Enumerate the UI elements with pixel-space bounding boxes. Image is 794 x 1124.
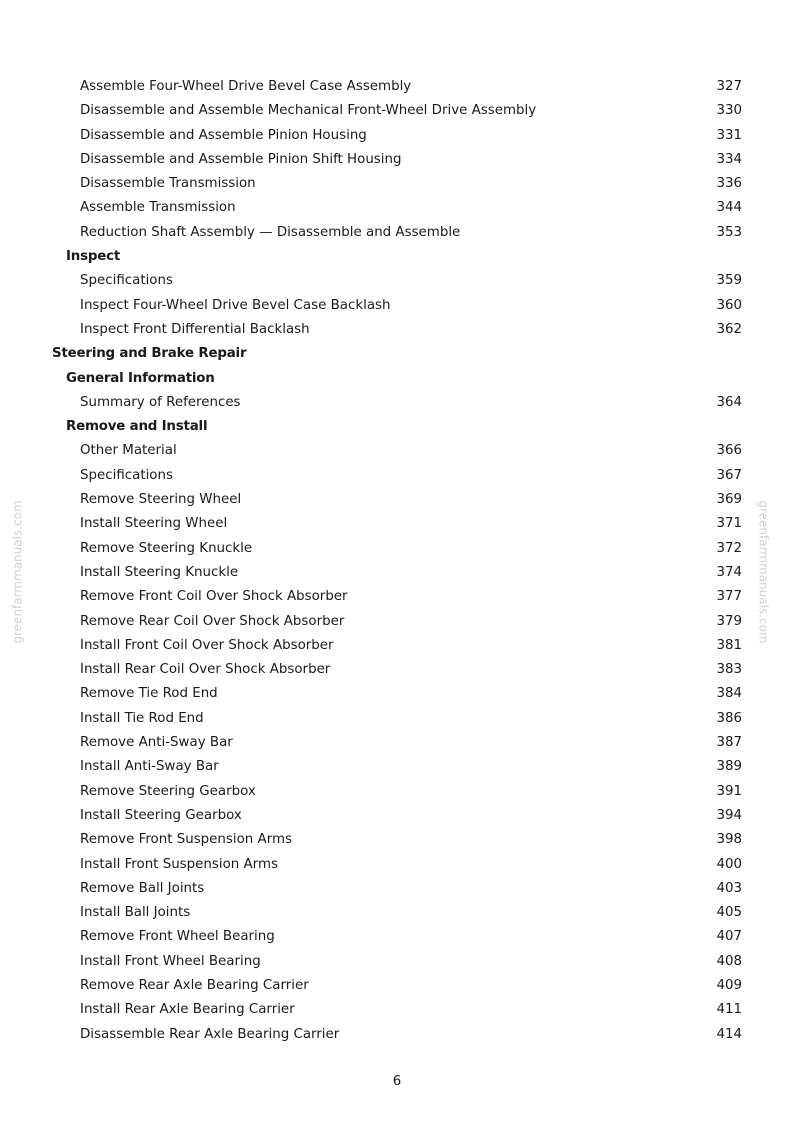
toc-entry-title: Assemble Transmission xyxy=(80,200,236,216)
toc-entry-page: 353 xyxy=(716,224,742,240)
toc-entry-title: Install Front Wheel Bearing xyxy=(80,953,261,969)
toc-entry-title: Remove Front Wheel Bearing xyxy=(80,929,275,945)
toc-entry-page: 414 xyxy=(716,1026,742,1042)
toc-entry-page: 336 xyxy=(716,176,742,192)
toc-entry-title: Remove Tie Rod End xyxy=(80,686,218,702)
toc-entry-page: 359 xyxy=(716,273,742,289)
toc-entry xyxy=(0,561,794,585)
toc-entry-title: Disassemble Transmission xyxy=(80,176,256,192)
toc-entry-title: Specifications xyxy=(80,467,173,483)
toc-entry xyxy=(0,439,794,463)
toc-entry-title: Install Steering Knuckle xyxy=(80,564,239,580)
toc-section-heading xyxy=(0,342,794,366)
toc-entry xyxy=(0,634,794,658)
toc-entry-page: 334 xyxy=(716,151,742,167)
toc-entry-page: 407 xyxy=(716,929,742,945)
toc-entry-title: Install Steering Gearbox xyxy=(80,807,242,823)
toc-entry-title: Summary of References xyxy=(80,394,241,410)
watermark-left: greenfarmmanuals.com xyxy=(10,500,25,644)
toc-entry-title: Other Material xyxy=(80,443,177,459)
toc-entry-title: Inspect Front Differential Backlash xyxy=(80,321,310,337)
toc-entry-page: 400 xyxy=(716,856,742,872)
toc-entry xyxy=(0,853,794,877)
toc-entry-title: Inspect xyxy=(66,249,121,265)
toc-entry-title: Remove Anti-Sway Bar xyxy=(80,735,233,751)
toc-entry xyxy=(0,464,794,488)
toc-entry-title: Remove Steering Wheel xyxy=(80,492,242,508)
toc-entry-page: 369 xyxy=(716,492,742,508)
toc-entry-title: Steering and Brake Repair xyxy=(52,346,247,362)
toc-entry xyxy=(0,221,794,245)
toc-entry xyxy=(0,75,794,99)
toc-entry-page: 403 xyxy=(716,880,742,896)
toc-entry xyxy=(0,707,794,731)
toc-entry xyxy=(0,391,794,415)
toc-entry-page: 411 xyxy=(716,1002,742,1018)
toc-entry-title: Disassemble Rear Axle Bearing Carrier xyxy=(80,1026,340,1042)
toc-entry-page: 327 xyxy=(716,79,742,94)
toc-entry-page: 383 xyxy=(716,662,742,678)
toc-entry xyxy=(0,488,794,512)
toc-entry-title: Remove Steering Knuckle xyxy=(80,540,253,556)
toc-entry-page: 384 xyxy=(716,686,742,702)
toc-section-heading xyxy=(0,367,794,391)
toc-entry xyxy=(0,658,794,682)
toc-entry-title: Disassemble and Assemble Pinion Housing xyxy=(80,127,367,143)
toc-entry-page: 386 xyxy=(716,710,742,726)
toc-entry-page: 394 xyxy=(716,807,742,823)
toc-entry xyxy=(0,172,794,196)
toc-entry xyxy=(0,196,794,220)
toc-entry-title: Remove Front Suspension Arms xyxy=(80,832,292,848)
toc-entry-title: General Information xyxy=(66,370,215,386)
toc-entry xyxy=(0,828,794,852)
toc-entry xyxy=(0,512,794,536)
toc-entry-page: 372 xyxy=(716,540,742,556)
toc-entry xyxy=(0,294,794,318)
toc-entry-title: Install Ball Joints xyxy=(80,905,191,921)
toc-entry-page: 387 xyxy=(716,735,742,751)
toc-entry-page: 408 xyxy=(716,953,742,969)
toc-entry xyxy=(0,950,794,974)
toc-section-heading xyxy=(0,245,794,269)
toc-entry-title: Assemble Four-Wheel Drive Bevel Case Assembly xyxy=(80,79,412,94)
toc-entry xyxy=(0,974,794,998)
toc-entry xyxy=(0,755,794,779)
toc-entry xyxy=(0,998,794,1022)
toc-entry-title: Install Tie Rod End xyxy=(80,710,204,726)
toc-entry xyxy=(0,99,794,123)
toc-entry-title: Reduction Shaft Assembly — Disassemble and Assemble xyxy=(80,224,461,240)
toc-entry-title: Remove Rear Axle Bearing Carrier xyxy=(80,977,309,993)
toc-entry xyxy=(0,269,794,293)
toc-entry xyxy=(0,731,794,755)
toc-entry xyxy=(0,537,794,561)
toc-entry-title: Specifications xyxy=(80,273,173,289)
toc-entry-page: 379 xyxy=(716,613,742,629)
toc-entry-page: 409 xyxy=(716,977,742,993)
toc-entry-title: Disassemble and Assemble Pinion Shift Housing xyxy=(80,151,402,167)
toc-entry-page: 331 xyxy=(716,127,742,143)
toc-entry xyxy=(0,804,794,828)
toc-entry-title: Install Steering Wheel xyxy=(80,516,228,532)
toc-entry-title: Disassemble and Assemble Mechanical Front-Wheel Drive Assembly xyxy=(80,103,537,119)
toc-entry-page: 366 xyxy=(716,443,742,459)
toc-entry xyxy=(0,318,794,342)
toc-entry-page: 374 xyxy=(716,564,742,580)
toc-entry-title: Remove Steering Gearbox xyxy=(80,783,256,799)
toc-entry-page: 364 xyxy=(716,394,742,410)
page-number: 6 xyxy=(392,1074,402,1089)
toc-entry xyxy=(0,877,794,901)
toc-entry-page: 367 xyxy=(716,467,742,483)
toc-entry xyxy=(0,682,794,706)
toc-entry xyxy=(0,925,794,949)
toc-entry xyxy=(0,780,794,804)
toc-entry-page: 391 xyxy=(716,783,742,799)
toc-entry-page: 389 xyxy=(716,759,742,775)
toc-entry-title: Install Rear Axle Bearing Carrier xyxy=(80,1002,295,1018)
toc-entry xyxy=(0,1023,794,1047)
toc-entry-title: Remove and Install xyxy=(66,419,208,435)
toc-entry xyxy=(0,148,794,172)
toc-entry xyxy=(0,124,794,148)
toc-entry-title: Install Front Suspension Arms xyxy=(80,856,278,872)
toc-entry-page: 405 xyxy=(716,905,742,921)
toc-entry-title: Remove Front Coil Over Shock Absorber xyxy=(80,589,348,605)
toc-section-heading xyxy=(0,415,794,439)
toc-entry-title: Remove Ball Joints xyxy=(80,880,205,896)
toc-entry xyxy=(0,901,794,925)
toc-entry-page: 344 xyxy=(716,200,742,216)
toc-entry-page: 381 xyxy=(716,637,742,653)
toc-entry-title: Install Rear Coil Over Shock Absorber xyxy=(80,662,331,678)
toc-entry-title: Inspect Four-Wheel Drive Bevel Case Backlash xyxy=(80,297,391,313)
toc-entry-page: 330 xyxy=(716,103,742,119)
toc-entry xyxy=(0,585,794,609)
watermark-right: greenfarmmanuals.com xyxy=(756,500,771,644)
toc-entry-title: Install Anti-Sway Bar xyxy=(80,759,219,775)
toc-entry-page: 360 xyxy=(716,297,742,313)
table-of-contents xyxy=(0,75,794,1047)
toc-entry-page: 398 xyxy=(716,832,742,848)
toc-entry-page: 362 xyxy=(716,321,742,337)
toc-entry xyxy=(0,610,794,634)
toc-entry-title: Remove Rear Coil Over Shock Absorber xyxy=(80,613,345,629)
toc-entry-title: Install Front Coil Over Shock Absorber xyxy=(80,637,334,653)
toc-entry-page: 377 xyxy=(716,589,742,605)
toc-entry-page: 371 xyxy=(716,516,742,532)
